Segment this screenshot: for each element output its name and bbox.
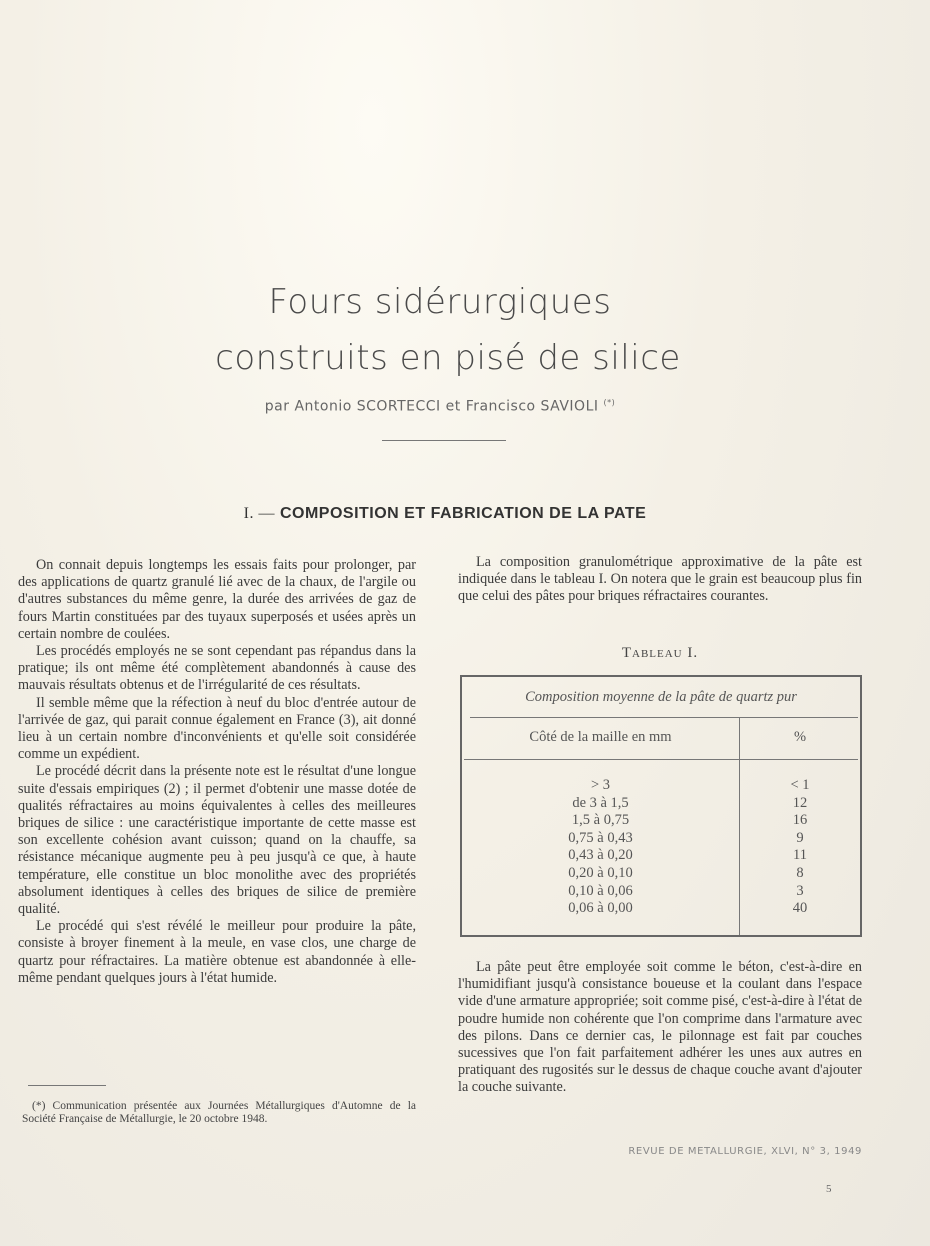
- table-row: [462, 865, 860, 883]
- footnote: [22, 1100, 416, 1126]
- page-number: 5: [826, 1183, 832, 1195]
- paragraph: La pâte peut être employée soit comme le béton, c'est-à-dire en l'humidifiant jusqu'à consistance boueuse et la coulant dans l'espace vide d'une armature appropriée; soit comme pisé, c'est-à-dire à l'état de poudre humide non cohérente que l'on comprime dans l'armature avec des pilons. Dans ce dernier cas, le pilonnage est fait par couches sucessives que l'on fait parfaitement adhérer les unes aux autres en pratiquant des rugosités sur le dessus de chaque couche avant d'ajouter la couche suivante.: [458, 959, 862, 1096]
- section-title: COMPOSITION ET FABRICATION DE LA PATE: [279, 505, 647, 522]
- mesh-range: 0,10 à 0,06: [568, 882, 633, 899]
- right-column-bottom: [458, 959, 862, 1097]
- title-divider: [382, 440, 506, 441]
- right-column-top: [458, 554, 862, 606]
- mesh-range: 0,20 à 0,10: [568, 864, 633, 881]
- paragraph: Les procédés employés ne se sont cependant pas répandus dans la pratique; ils ont même été complètement abandonnés à cause des mauvais résultats obtenus et de l'irrégularité de ces résultats.: [18, 643, 416, 694]
- author-names: par Antonio SCORTECCI et Francisco SAVIOLI: [264, 398, 599, 415]
- author-byline: [0, 398, 880, 415]
- table-rule: [464, 759, 858, 760]
- paragraph: La composition granulométrique approximative de la pâte est indiquée dans le tableau I. On notera que le grain est beaucoup plus fin que celui des pâtes pour briques réfractaires courantes.: [458, 554, 862, 605]
- percent-value: < 1: [790, 777, 810, 793]
- paragraph: Il semble même que la réfection à neuf du bloc d'entrée autour de l'arrivée de gaz, qui parait connue également en France (3), ait donné lieu à un certain nombre d'inconvénients et qu'elle soit considérée comme un expédient.: [18, 694, 416, 763]
- percent-value: 11: [793, 847, 807, 864]
- granulometry-table: [460, 675, 862, 937]
- footnote-divider: [28, 1085, 106, 1086]
- paragraph: Le procédé qui s'est révélé le meilleur pour produire la pâte, consiste à broyer finement à la meule, en vase clos, une charge de quartz pour réfractaires. La matière obtenue est abandonnée à elle-même pendant quelques jours à l'état humide.: [18, 918, 416, 986]
- table-header: Composition moyenne de la pâte de quartz pur: [525, 689, 797, 705]
- table-row: [462, 847, 860, 865]
- table-row: [462, 830, 860, 848]
- table-row: [462, 795, 860, 813]
- mesh-range: 0,06 à 0,00: [568, 900, 633, 917]
- section-heading: [0, 505, 890, 523]
- footnote-text: (*) Communication présentée aux Journées Métallurgiques d'Automne de la Société Française de Métallurgie, le 20 octobre 1948.: [22, 1100, 416, 1125]
- article-title-line-2: construits en pisé de silice: [215, 338, 681, 378]
- percent-value: 12: [792, 794, 808, 811]
- paragraph: On connait depuis longtemps les essais faits pour prolonger, par des applications de quartz granulé lié avec de la chaux, de l'argile ou d'autres substances du même genre, la durée des arrivées de gaz de fours Martin constituées par des tuyaux superposés et usées après un certain nombre de coulées.: [18, 557, 416, 642]
- mesh-range: de 3 à 1,5: [572, 794, 629, 811]
- table-caption: Tableau I.: [621, 645, 699, 661]
- table-row: [462, 777, 860, 795]
- mesh-range: 0,43 à 0,20: [568, 847, 633, 864]
- table-column-header-mesh: Côté de la maille en mm: [529, 729, 672, 745]
- table-row: [462, 883, 860, 901]
- table-column-header-percent: %: [793, 729, 807, 745]
- percent-value: 9: [796, 829, 804, 846]
- percent-value: 3: [796, 882, 804, 899]
- section-number: I. —: [243, 505, 275, 522]
- table-row: [462, 900, 860, 918]
- left-column: [18, 557, 416, 987]
- table-body: [462, 777, 860, 918]
- table-row: [462, 812, 860, 830]
- percent-value: 40: [792, 900, 808, 917]
- footnote-marker: (*): [603, 398, 616, 407]
- paragraph: Le procédé décrit dans la présente note est le résultat d'une longue suite d'essais empiriques (2) ; il permet d'obtenir une masse dotée de qualités réfractaires au moins équivalentes à celles des meilleures briques de silice : une caractéristique importante de cette masse est son excellente cohésion avant cuisson; quand on la chauffe, sa résistance mécanique augmente peu à peu jusqu'à ce que, à haute température, elle constitue un bloc monolithe avec des propriétés absolument identiques à celles des briques de silice de première qualité.: [18, 763, 416, 918]
- journal-footer: REVUE DE METALLURGIE, XLVI, N° 3, 1949: [628, 1146, 862, 1157]
- mesh-range: 0,75 à 0,43: [568, 829, 633, 846]
- article-title-line-1: Fours sidérurgiques: [268, 282, 612, 322]
- percent-value: 8: [796, 864, 804, 881]
- mesh-range: > 3: [590, 777, 611, 793]
- percent-value: 16: [792, 812, 808, 829]
- mesh-range: 1,5 à 0,75: [571, 812, 630, 829]
- table-rule: [470, 717, 858, 718]
